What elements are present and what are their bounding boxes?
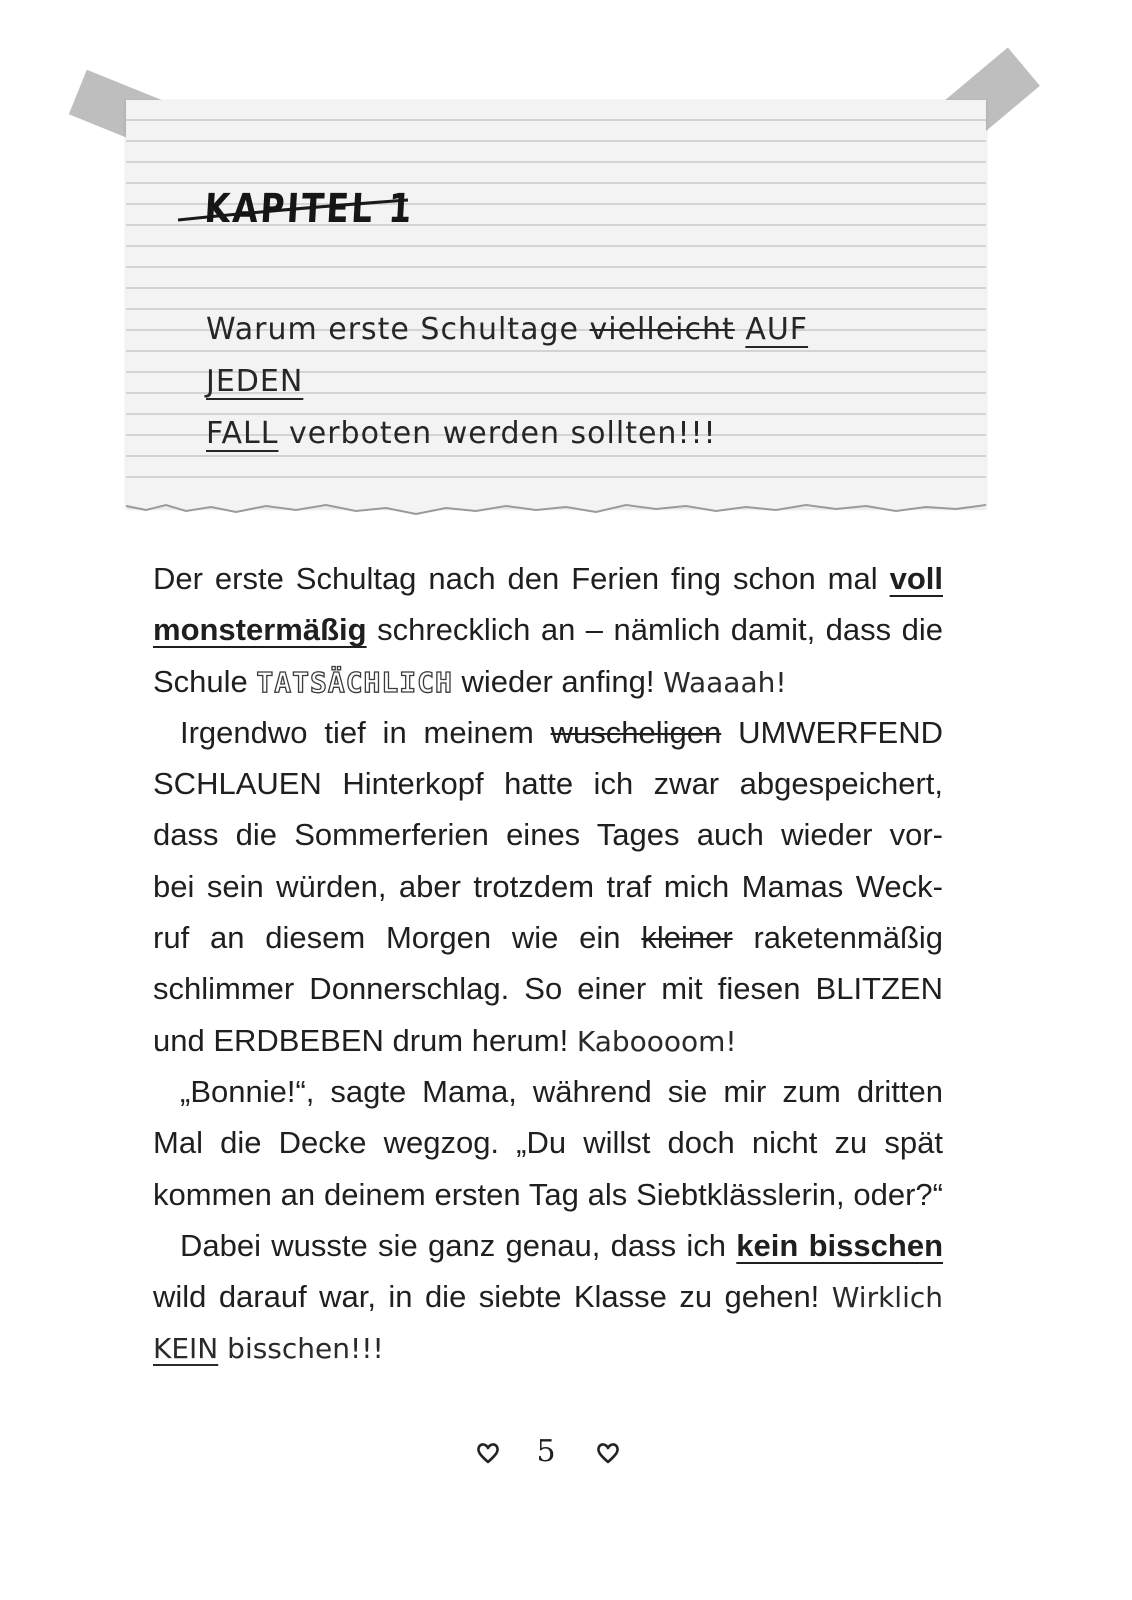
text-line-6: dass die Sommerferien eines Tages auch wieder vor- <box>153 817 943 853</box>
chapter-title: KAPITEL 1 <box>203 186 416 232</box>
subtitle-underlined-1: AUF JEDEN <box>206 312 809 399</box>
subtitle-struck-word: vielleicht <box>589 312 735 347</box>
heart-icon <box>596 1442 620 1464</box>
heart-icon <box>476 1442 500 1464</box>
handwritten-exclamation: Waaaah! <box>663 665 787 699</box>
text-line-4: Irgendwo tief in meinem wuscheligen UMWERFEND <box>180 714 943 750</box>
text-line-12: Mal die Decke wegzog. „Du willst doch nicht zu spät <box>153 1125 943 1161</box>
text-line-5: SCHLAUEN Hinterkopf hatte ich zwar abgespeichert, <box>153 766 943 802</box>
torn-edge <box>126 496 986 520</box>
text-line-8: ruf an diesem Morgen wie ein kleiner raketenmäßig <box>153 920 944 956</box>
text-line-15: wild darauf war, in die siebte Klasse zu gehen! Wirklich <box>153 1279 943 1315</box>
text-line-16: KEIN bisschen!!! <box>153 1332 384 1366</box>
text-line-10: und ERDBEBEN drum herum! Kaboooom! <box>153 1022 737 1058</box>
page-number: 5 <box>536 1434 556 1469</box>
text-line-9: schlimmer Donnerschlag. So einer mit fiesen BLITZEN <box>153 971 943 1007</box>
story-text <box>153 553 943 1374</box>
text-line-14: Dabei wusste sie ganz genau, dass ich kein bisschen <box>180 1227 944 1263</box>
handwritten-kaboom: Kaboooom! <box>576 1024 737 1058</box>
text-line-3: Schule TATSÄCHLICH wieder anfing! Waaaah! <box>153 663 787 699</box>
text-line-2: monstermäßig schrecklich an – nämlich damit, dass die <box>153 612 943 648</box>
subtitle-underlined-2: FALL <box>206 416 279 451</box>
page-footer <box>466 1430 666 1474</box>
chapter-subtitle: Warum erste Schultage vielleicht AUF JEDEN FALL verboten werden sollten!!! <box>206 312 809 451</box>
text-line-7: bei sein würden, aber trotzdem traf mich Mamas Weck- <box>153 868 943 904</box>
text-line-11: „Bonnie!“, sagte Mama, während sie mir zum dritten <box>180 1073 943 1109</box>
text-line-1: Der erste Schultag nach den Ferien fing schon mal voll <box>153 561 943 596</box>
outlined-word: TATSÄCHLICH <box>256 665 453 699</box>
text-line-13: kommen an deinem ersten Tag als Siebtklässlerin, oder?“ <box>153 1176 943 1212</box>
